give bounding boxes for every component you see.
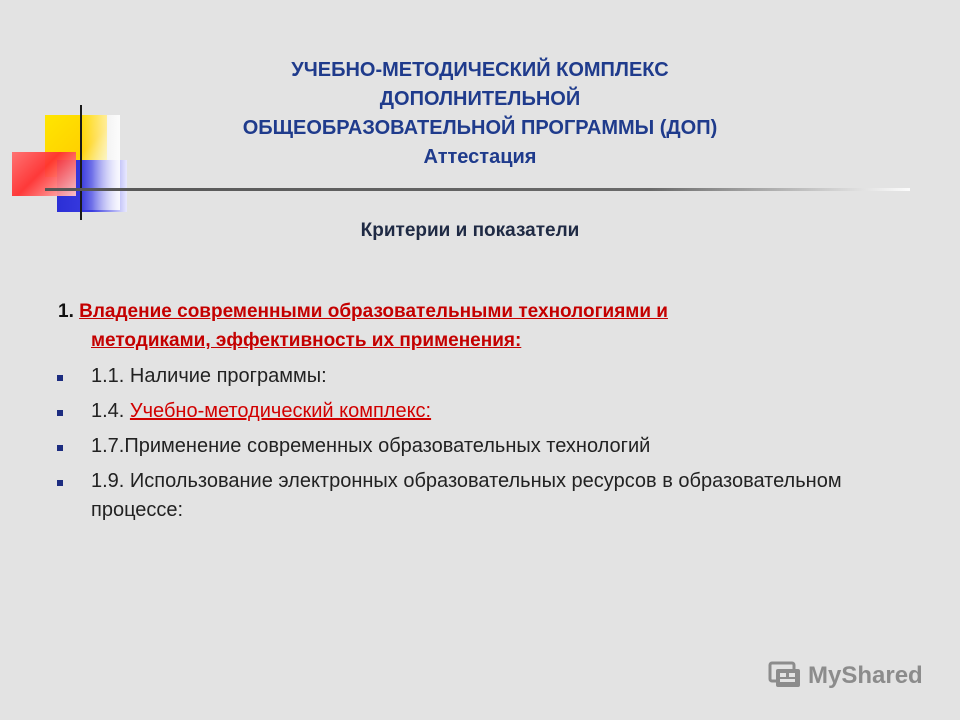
indicator-list (55, 362, 855, 531)
decor-horizontal-rule (45, 188, 910, 191)
subtitle-text: Критерии и показатели (360, 220, 580, 241)
list-item (55, 397, 855, 426)
list-item-text: 1.1. Наличие программы: (91, 365, 327, 387)
title-line-4: Аттестация (423, 146, 537, 168)
criterion-heading (58, 297, 898, 355)
criterion-number: 1. (58, 301, 74, 322)
list-item-text: 1.9. Использование электронных образовательных ресурсов в образовательном процессе: (91, 470, 842, 521)
list-item-text: 1.7.Применение современных образовательных технологий (91, 435, 651, 457)
list-item-highlight-link[interactable]: Учебно-методический комплекс: (129, 400, 432, 422)
bullet-icon (57, 445, 63, 451)
slide-subtitle (0, 220, 940, 242)
bullet-icon (57, 375, 63, 381)
title-line-3: ОБЩЕОБРАЗОВАТЕЛЬНОЙ ПРОГРАММЫ (ДОП) (242, 117, 718, 139)
criterion-text-line-2: методиками, эффективность их применения: (91, 330, 522, 351)
bullet-icon (57, 410, 63, 416)
bullet-icon (57, 480, 63, 486)
myshared-logo-icon (768, 661, 802, 691)
list-item (55, 362, 855, 391)
watermark-brand: MyShared (808, 662, 923, 689)
title-line-1: УЧЕБНО-МЕТОДИЧЕСКИЙ КОМПЛЕКС (291, 59, 669, 81)
slide-title (200, 56, 760, 172)
list-item (55, 432, 855, 461)
decor-white-gradient (80, 115, 120, 210)
watermark (768, 656, 923, 696)
decor-vertical-line (80, 105, 82, 220)
list-item (55, 467, 855, 525)
list-item-text: 1.4. (91, 400, 130, 422)
title-line-2: ДОПОЛНИТЕЛЬНОЙ (379, 88, 581, 110)
criterion-text-line-1: Владение современными образовательными технологиями и (79, 301, 668, 322)
